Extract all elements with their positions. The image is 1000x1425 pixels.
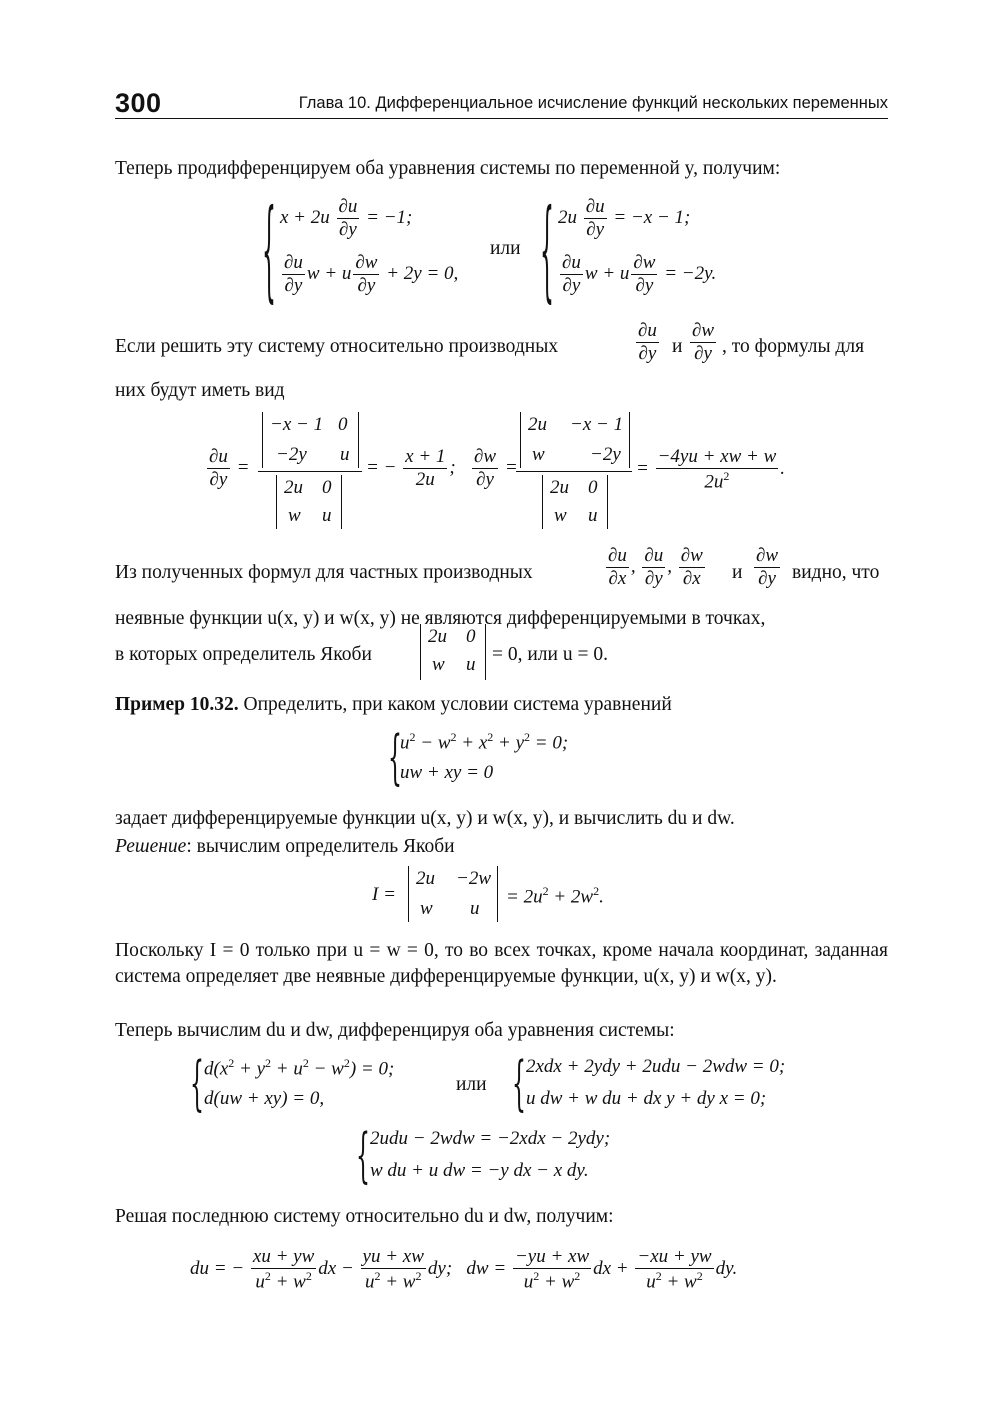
book-page: 300 Глава 10. Дифференциальное исчисление функций нескольких переменных Теперь продифференцируем оба уравнения системы по переменной y, получим: { x + 2u $\frac{\partial u}{\partial y}$ = −1; $\frac{\partial u}{\partial y}$ w + u $\frac{\partial w}{\partial y}$ + 2y = 0, или { 2u $\frac{\partial u}{\partial y}$ = −x − 1; $\frac{\partial u}{\partial y}$ w + u $\frac{\partial w}{\partial y}$ = −2y. Если решить эту систему относительно производных $\frac{\partial u}{\partial y}$ и $\frac{\partial w}{\partial y}$ , то формулы для них будут иметь вид $\frac{\partial u}{\partial y}$ = −x − 1 0 −2y u 2u 0 w u = − $\frac{x + 1}{2u}$ ; $\frac{\partial w}{\partial y}$ = 2u −x − 1 w −2y 2u 0 w u = $\frac{-4yu + xw + w}{2u^2}$ . Из полученных формул для частных производных $\frac{\partial u}{\partial x}$ , $\frac{\partial u}{\partial y}$ , $\frac{\partial w}{\partial x}$ и $\frac{\partial w}{\partial y}$ видно, что неявные функции u(x, y) и w(x, y) не являются дифференцируемыми в точках, в которых определитель Якоби 2u 0 w u = 0, или u = 0. Пример 10.32. Определить, при каком условии система уравнений { $u^2 - w^2 + x^2 + y^2 = 0$; uw + xy = 0 задает дифференцируемые функции u(x, y) и w(x, y), и вычислить du и dw. Решение: вычислим определитель Якоби I = 2u −2w w u = $2u^2 + 2w^2$. Поскольку I = 0 только при u = w = 0, то во всех точках, кроме начала координат, заданная система определяет две неявные дифференцируемые функции, u(x, y) и w(x, y). Теперь вычислим du и dw, дифференцируя оба уравнения системы: { $d(x^2 + y^2 + u^2 - w^2) = 0$; d(uw + xy) = 0, или { 2xdx + 2ydy + 2udu − 2wdw = 0; u dw + w du + dx y + dy x = 0; { 2udu − 2wdw = −2xdx − 2ydy; w du + u dw = −y dx − x dy. Решая последнюю систему относительно du и dw, получим: du = − $\frac{xu + yw}{u^2 + w^2}$ dx − $\frac{yu + xw}{u^2 + w^2}$ dy; dw = $\frac{-yu + xw}{u^2 + w^2}$ dx + $\frac{-xu + yw}{u^2 + w^2}$ dy.	[115, 88, 888, 1293]
or-label-1: или	[490, 238, 521, 259]
or-label-2: или	[456, 1074, 487, 1095]
sys1-line1: x + 2u $\frac{\partial u}{\partial y}$ = −1;	[280, 196, 413, 240]
sys2-line1: 2u $\frac{\partial u}{\partial y}$ = −x − 1;	[558, 196, 691, 240]
dw-dy-lhs: $\frac{\partial w}{\partial y}$ =	[474, 446, 518, 490]
paragraph-3b: видно, что	[792, 562, 880, 583]
solution-line: Решение: вычислим определитель Якоби	[115, 836, 455, 857]
dw-dy-fraction: $\frac{\partial w}{\partial y}$	[692, 320, 715, 364]
sys2-line2: $\frac{\partial u}{\partial y}$ w + u $\frac{\partial w}{\partial y}$ = −2y.	[562, 252, 717, 296]
du-dy-fraction: $\frac{\partial u}{\partial y}$	[638, 320, 657, 364]
paragraph-2c: них будут иметь вид	[115, 380, 285, 401]
running-title: Глава 10. Дифференциальное исчисление функций нескольких переменных	[298, 94, 888, 112]
final-sys-line2: w du + u dw = −y dx − x dy.	[370, 1160, 589, 1181]
paragraph-5: Поскольку I = 0 только при u = w = 0, то во всех точках, кроме начала координат, заданная система определяет две неявные дифференцируемые функции, u(x, y) и w(x, y).	[115, 940, 888, 987]
header-rule	[115, 118, 888, 119]
dw-result: = $\frac{-4yu + xw + w}{2u^2}$ .	[636, 446, 786, 493]
diff-sys2-line1: 2xdx + 2ydy + 2udu − 2wdw = 0;	[526, 1056, 786, 1077]
page-number: 300	[115, 88, 162, 118]
paragraph-1: Теперь продифференцируем оба уравнения системы по переменной y, получим:	[115, 158, 781, 179]
paragraph-3e: = 0, или u = 0.	[492, 644, 608, 665]
ex-sys-line1: $u^2 - w^2 + x^2 + y^2 = 0$;	[400, 730, 569, 754]
du-result: = − $\frac{x + 1}{2u}$ ;	[366, 446, 456, 490]
sys1-line2: $\frac{\partial u}{\partial y}$ w + u $\frac{\partial w}{\partial y}$ + 2y = 0,	[284, 252, 459, 296]
du-dy-lhs: $\frac{\partial u}{\partial y}$ =	[209, 446, 250, 490]
jacobi-I-label: I =	[372, 884, 396, 905]
paragraph-3a: Из полученных формул для частных производных	[115, 562, 533, 583]
paragraph-2-and: и	[672, 336, 683, 357]
dw-dy-fraction-2: $\frac{\partial w}{\partial y}$	[756, 545, 779, 589]
paragraph-6: Теперь вычислим du и dw, дифференцируя оба уравнения системы:	[115, 1020, 675, 1041]
paragraph-4: задает дифференцируемые функции u(x, y) и w(x, y), и вычислить du и dw.	[115, 808, 735, 829]
ex-sys-line2: uw + xy = 0	[400, 762, 494, 783]
partials-list: $\frac{\partial u}{\partial x}$ , $\frac{\partial u}{\partial y}$ , $\frac{\partial w}{\partial x}$	[608, 545, 703, 589]
jacobi-I-result: = $2u^2 + 2w^2$.	[506, 884, 604, 908]
paragraph-2a: Если решить эту систему относительно производных	[115, 336, 559, 357]
final-sys-line1: 2udu − 2wdw = −2xdx − 2ydy;	[370, 1128, 611, 1149]
paragraph-7: Решая последнюю систему относительно du и dw, получим:	[115, 1206, 614, 1227]
paragraph-3d: в которых определитель Якоби	[115, 644, 372, 665]
example-heading: Пример 10.32. Определить, при каком условии система уравнений	[115, 694, 672, 715]
answer-formula: du = − $\frac{xu + yw}{u^2 + w^2}$ dx − $\frac{yu + xw}{u^2 + w^2}$ dy; dw = $\frac{-yu + xw}{u^2 + w^2}$ dx + $\frac{-xu + yw}{u^2 + w^2}$ dy.	[190, 1246, 738, 1293]
paragraph-3c: неявные функции u(x, y) и w(x, y) не являются дифференцируемыми в точках,	[115, 608, 766, 629]
diff-sys-line1: $d(x^2 + y^2 + u^2 - w^2) = 0$;	[204, 1056, 395, 1080]
paragraph-2b: , то формулы для	[722, 336, 865, 357]
paragraph-3-and: и	[732, 562, 743, 583]
diff-sys-line2: d(uw + xy) = 0,	[204, 1088, 325, 1109]
diff-sys2-line2: u dw + w du + dx y + dy x = 0;	[526, 1088, 767, 1109]
